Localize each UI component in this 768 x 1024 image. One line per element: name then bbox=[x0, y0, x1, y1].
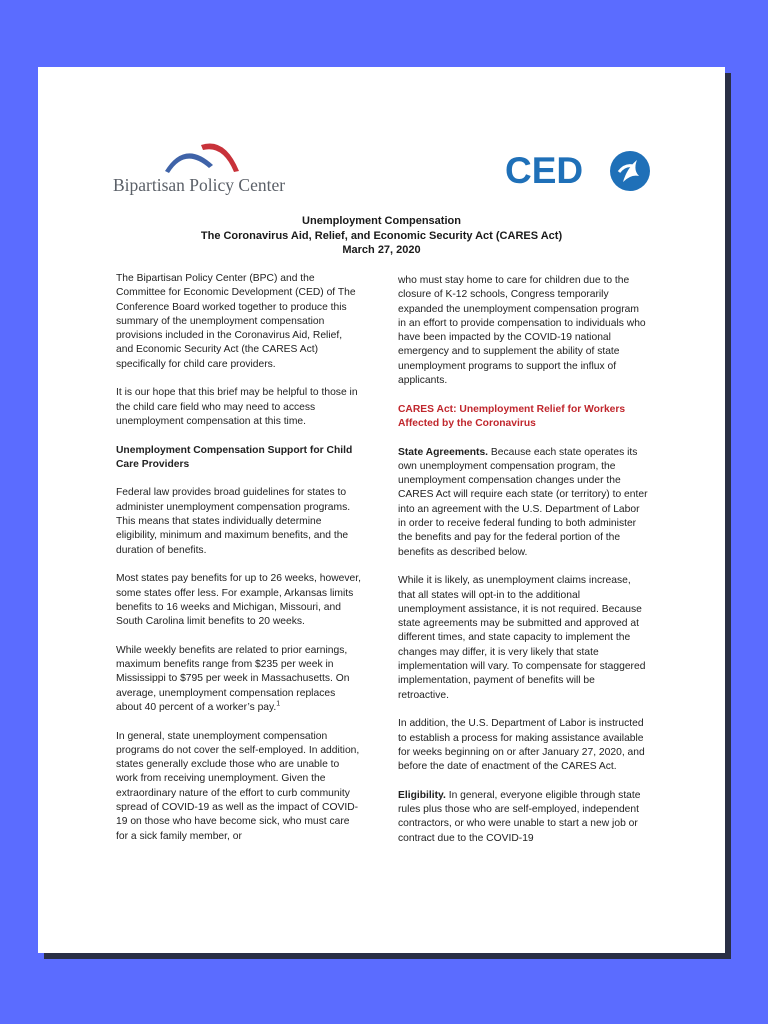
continued-paragraph: who must stay home to care for children due to the closure of K-12 schools, Congress temporarily expanded the unemployment compensation program in an effort to provide compensation to individuals who have been impacted by the COVID-19 national emergency and to supplement the ability of state unemployment programs to support the influx of applicants. bbox=[398, 275, 646, 387]
state-agreements-lead: State Agreements. bbox=[398, 446, 489, 458]
weekly-benefits-text: While weekly benefits are related to prior earnings, maximum benefits range from $235 per week in Mississippi to $795 per week in Massachusetts. On average, unemployment compensation replaces about 40 percent of a worker’s pay. bbox=[116, 644, 350, 713]
heading-subtitle: The Coronavirus Aid, Relief, and Economic Security Act (CARES Act) bbox=[200, 229, 563, 242]
cares-act-subheading: CARES Act: Unemployment Relief for Workers Affected by the Coronavirus bbox=[398, 403, 626, 429]
bpc-logo bbox=[113, 141, 293, 197]
intro-paragraph: The Bipartisan Policy Center (BPC) and the Committee for Economic Development (CED) of The Conference Board worked together to produce this summary of the unemployment compensation provisions included in the Coronavirus Aid, Relief, and Economic Security Act (the CARES Act) specifically for child care providers. bbox=[116, 273, 356, 370]
hope-paragraph: It is our hope that this brief may be helpful to those in the child care field who may need to access unemployment compensation at this time. bbox=[116, 387, 358, 427]
eligibility-text: In general, everyone eligible through state rules plus those who are self-employed, independent contractors, or who were unable to start a new job or contract due to the COVID-19 bbox=[398, 789, 641, 844]
footnote-ref[interactable]: 1 bbox=[276, 700, 281, 708]
dol-process-paragraph: In addition, the U.S. Department of Labor is instructed to establish a process for making assistance available for weeks beginning on or after January 27, 2020, and before the date of enactment of the CARES Act. bbox=[398, 718, 645, 773]
document-page bbox=[38, 67, 725, 953]
eligibility-paragraph bbox=[398, 789, 648, 846]
right-column bbox=[398, 274, 648, 860]
opt-in-paragraph: While it is likely, as unemployment claims increase, that all states will opt-in to the additional unemployment assistance, it is not required. Because state agreements may be submitted and approved at different times, and state capacity to implement the changes may differ, it is very likely that state implementation will vary. To compensate for staggered implementation, payment of benefits will be retroactive. bbox=[398, 575, 646, 701]
state-agreements-text: Because each state operates its own unemployment compensation program, the unemployment compensation changes under the CARES Act will require each state (or territory) to enter into an agreement with the U.S. Department of Labor in order to receive federal funding to both administer the benefits and pay for the federal portion of the benefits as described below. bbox=[398, 446, 648, 558]
eligibility-lead: Eligibility. bbox=[398, 789, 446, 801]
ced-torch-icon bbox=[609, 150, 651, 192]
heading-date: March 27, 2020 bbox=[342, 244, 421, 256]
federal-law-paragraph: Federal law provides broad guidelines for states to administer unemployment compensation programs. This means that states individually determine eligibility, minimum and maximum benefits, and the duration of benefits. bbox=[116, 487, 351, 556]
benefit-duration-paragraph: Most states pay benefits for up to 26 weeks, however, some states offer less. For example, Arkansas limits benefits to 16 weeks and Michigan, Missouri, and South Carolina limit benefits to 20 weeks. bbox=[116, 573, 361, 628]
left-column bbox=[116, 272, 362, 858]
state-agreements-paragraph bbox=[398, 446, 648, 560]
ced-logo-text: CED bbox=[505, 150, 584, 191]
section-subheading: Unemployment Compensation Support for Child Care Providers bbox=[116, 444, 353, 470]
weekly-benefits-paragraph bbox=[116, 644, 362, 715]
document-heading bbox=[38, 214, 725, 258]
heading-title: Unemployment Compensation bbox=[302, 215, 461, 227]
ced-logo bbox=[505, 151, 657, 191]
self-employed-paragraph: In general, state unemployment compensation programs do not cover the self-employed. In addition, states generally exclude those who are unable to work from receiving unemployment. Given the extraordinary nature of the effort to curb community spread of COVID-19 as well as the impact of COVID-19 on those who have become sick, who must care for a sick family member, or bbox=[116, 730, 360, 842]
bpc-logo-text: Bipartisan Policy Center bbox=[113, 175, 286, 195]
